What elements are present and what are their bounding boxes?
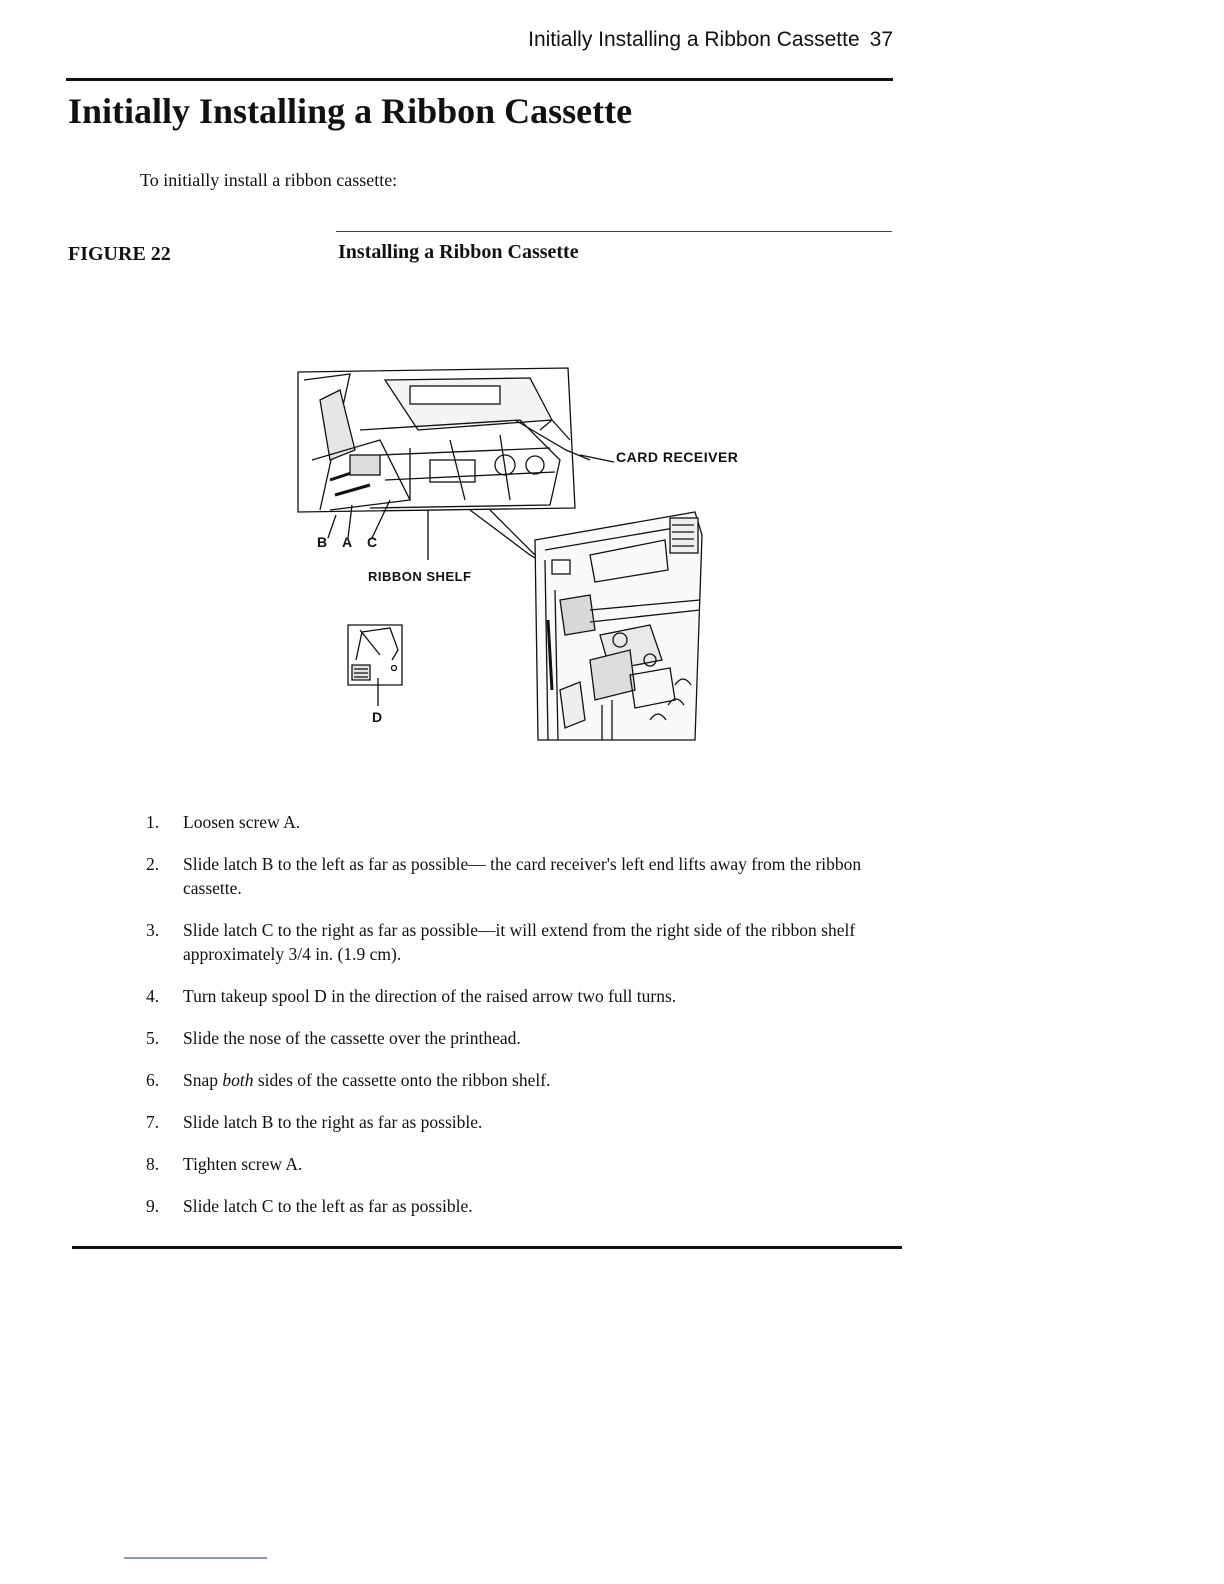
step-number: 2. — [146, 854, 160, 874]
callout-card-receiver: CARD RECEIVER — [616, 449, 739, 465]
ribbon-cassette-figure — [290, 360, 760, 750]
list-item — [0, 1110, 900, 1134]
step-text: Tighten screw A. — [183, 1154, 303, 1174]
running-title: Initially Installing a Ribbon Cassette — [528, 28, 860, 51]
footer-mark — [124, 1557, 267, 1559]
callout-d: D — [372, 709, 383, 725]
leader-c — [372, 500, 390, 538]
printer-illustration — [290, 360, 760, 750]
page-number: 37 — [869, 28, 893, 51]
step-text: Slide latch C to the right as far as possible—it will extend from the right side of the ribbon shelf approximately 3/4 in. (1.9 cm). — [183, 920, 856, 964]
leader-b — [328, 515, 336, 538]
step-number: 6. — [146, 1070, 160, 1090]
figure-label: FIGURE 22 — [68, 243, 171, 265]
step-number: 4. — [146, 986, 160, 1006]
callout-c: C — [367, 534, 378, 550]
list-item — [0, 1194, 900, 1218]
step-text: Turn takeup spool D in the direction of the raised arrow two full turns. — [183, 986, 677, 1006]
step-text-post: sides of the cassette onto the ribbon shelf. — [253, 1070, 551, 1090]
ribbon-cassette-icon — [348, 625, 402, 685]
top-rule — [66, 78, 893, 81]
figure-rule — [336, 231, 892, 232]
running-header — [0, 28, 893, 52]
step-number: 7. — [146, 1112, 160, 1132]
step-number: 5. — [146, 1028, 160, 1048]
step-number: 9. — [146, 1196, 160, 1216]
installation-steps — [0, 810, 900, 1236]
step-number: 8. — [146, 1154, 160, 1174]
list-item — [0, 852, 900, 900]
intro-text: To initially install a ribbon cassette: — [140, 170, 398, 190]
list-item — [0, 984, 900, 1008]
step-text: Slide latch C to the left as far as possible. — [183, 1196, 473, 1216]
step-number: 1. — [146, 812, 160, 832]
list-item — [0, 810, 900, 834]
step-number: 3. — [146, 920, 160, 940]
list-item — [0, 1026, 900, 1050]
list-item — [0, 1152, 900, 1176]
list-item — [0, 1068, 900, 1092]
callout-b: B — [317, 534, 328, 550]
figure-caption: Installing a Ribbon Cassette — [338, 241, 579, 263]
step-text-emphasis: both — [222, 1070, 254, 1090]
page-title: Initially Installing a Ribbon Cassette — [68, 91, 633, 131]
list-item — [0, 918, 900, 966]
callout-a: A — [342, 534, 353, 550]
step-text: Slide the nose of the cassette over the printhead. — [183, 1028, 521, 1048]
step-text: Slide latch B to the left as far as possible— the card receiver's left end lifts away from the ribbon cassette. — [183, 854, 862, 898]
step-text-pre: Snap — [183, 1070, 223, 1090]
step-text — [183, 1068, 895, 1092]
callout-ribbon-shelf: RIBBON SHELF — [368, 569, 472, 584]
step-text: Slide latch B to the right as far as possible. — [183, 1112, 483, 1132]
bottom-rule — [72, 1246, 902, 1249]
step-text: Loosen screw A. — [183, 812, 301, 832]
